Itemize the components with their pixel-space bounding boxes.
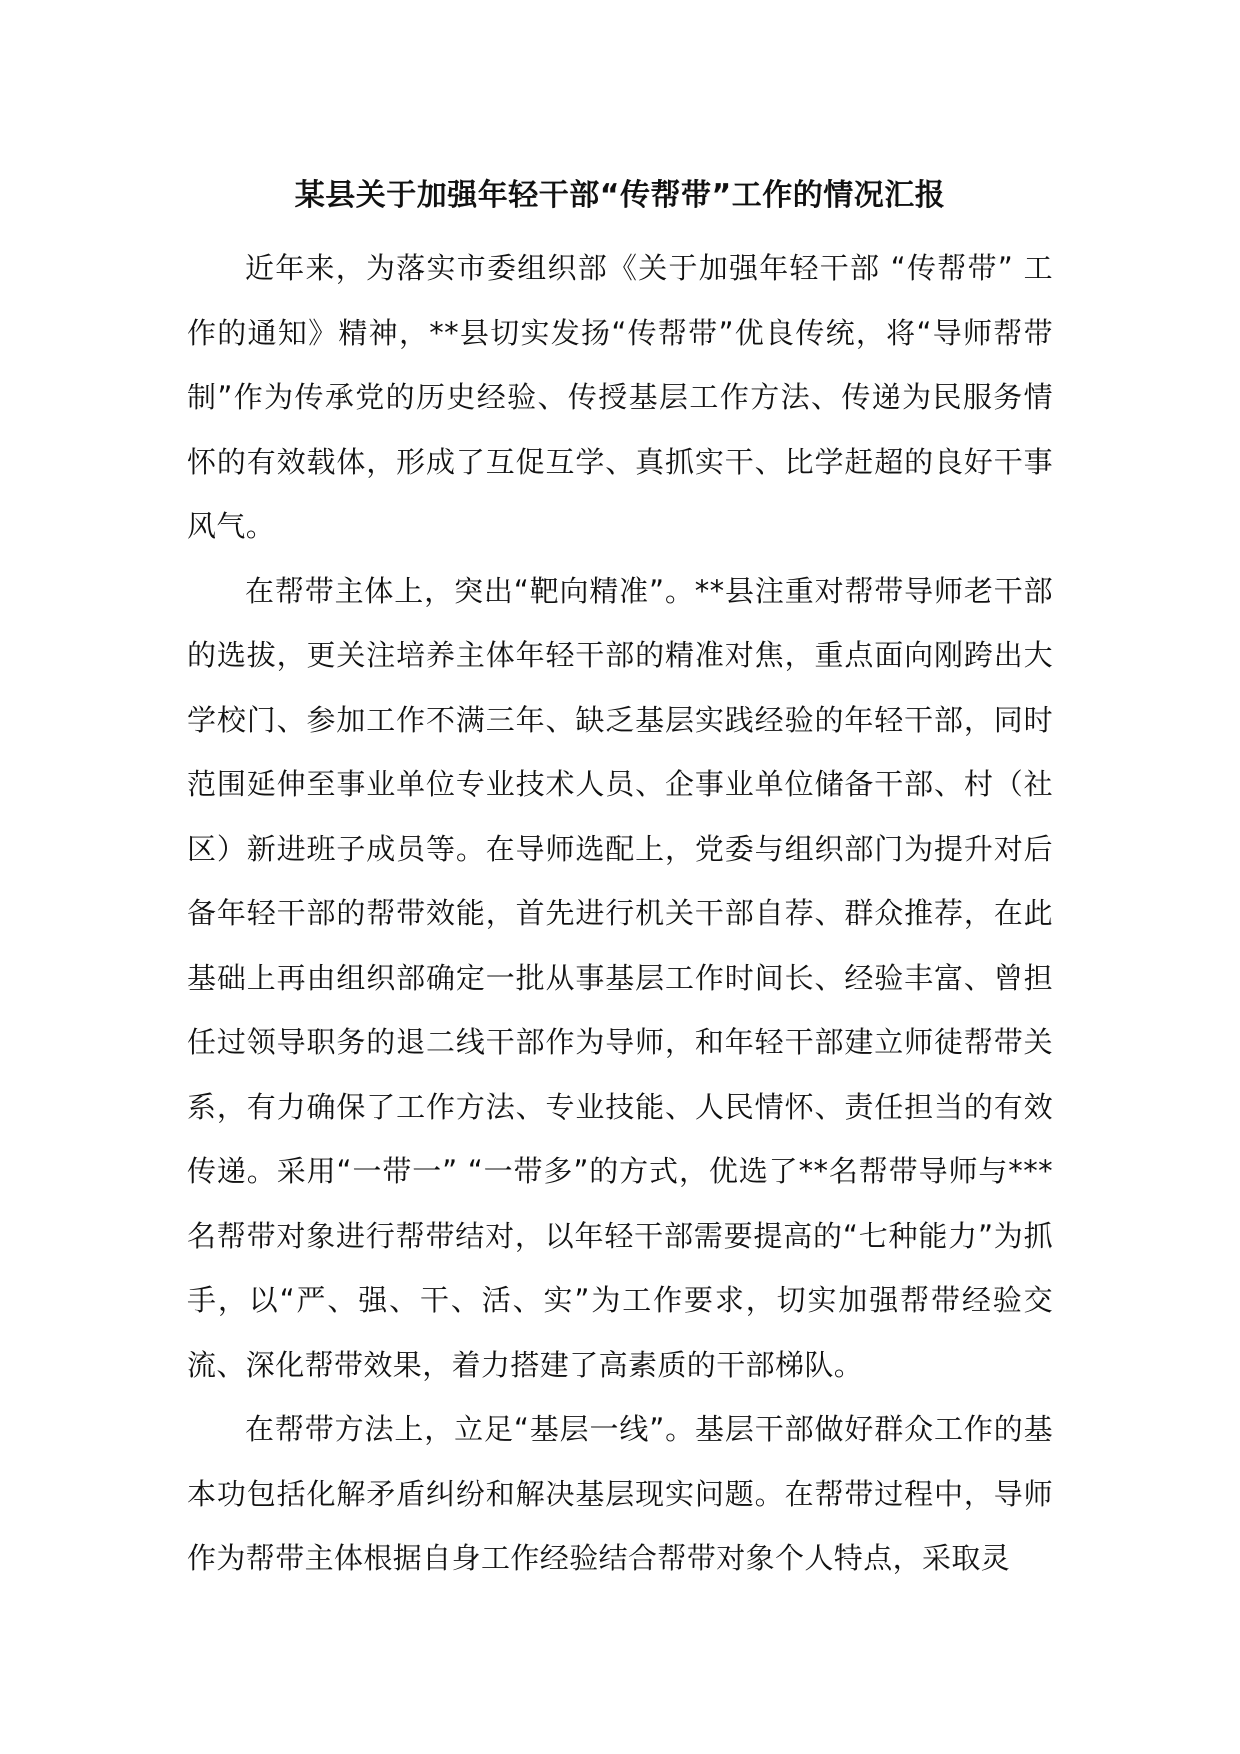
paragraph-mentoring-subject: 在帮带主体上，突出“靶向精准”。**县注重对帮带导师老干部的选拔，更关注培养主体年轻干部的精准对焦，重点面向刚跨出大学校门、参加工作不满三年、缺乏基层实践经验的年轻干部，同时范围延伸至事业单位专业技术人员、企事业单位储备干部、村（社区）新进班子成员等。在导师选配上，党委与组织部门为提升对后备年轻干部的帮带效能，首先进行机关干部自荐、群众推荐，在此基础上再由组织部确定一批从事基层工作时间长、经验丰富、曾担任过领导职务的退二线干部作为导师，和年轻干部建立师徒帮带关系，有力确保了工作方法、专业技能、人民情怀、责任担当的有效传递。采用“一带一” “一带多”的方式，优选了**名帮带导师与***名帮带对象进行帮带结对，以年轻干部需要提高的“七种能力”为抓手，以“严、强、干、活、实”为工作要求，切实加强帮带经验交流、深化帮带效果，着力搭建了高素质的干部梯队。 [187, 573, 1053, 1382]
paragraph-mentoring-method: 在帮带方法上，立足“基层一线”。基层干部做好群众工作的基本功包括化解矛盾纠纷和解决基层现实问题。在帮带过程中，导师作为帮带主体根据自身工作经验结合帮带对象个人特点，采取灵 [187, 1412, 1053, 1575]
document-body [187, 236, 1053, 1591]
document-title: 某县关于加强年轻干部“传帮带”工作的情况汇报 [294, 178, 946, 213]
paragraph-intro: 近年来，为落实市委组织部《关于加强年轻干部 “传帮带” 工作的通知》精神，**县切实发扬“传帮带”优良传统，将“导师帮带制”作为传承党的历史经验、传授基层工作方法、传递为民服务情怀的有效载体，形成了互促互学、真抓实干、比学赶超的良好干事风气。 [187, 251, 1053, 543]
